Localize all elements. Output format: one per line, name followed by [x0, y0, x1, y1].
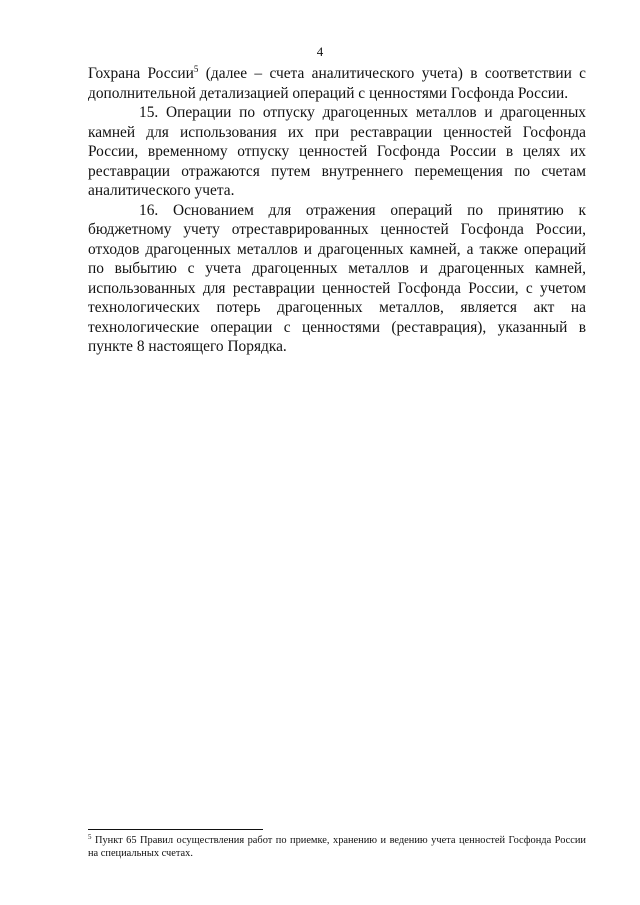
paragraph-16: 16. Основанием для отражения операций по принятию к бюджетному учету отреставрированных ценностей Госфонда России, отходов драгоценных металлов и драгоценных камней, а также операций по выбытию с учета драгоценных металлов и драгоценных камней, использованных для реставрации ценностей Госфонда России, с учетом технологических потерь драгоценных металлов, является акт на технологические операции с ценностями (реставрация), указанный в пункте 8 настоящего Порядка.: [88, 201, 586, 355]
footnote-reference: 5: [193, 64, 199, 74]
paragraph-15: 15. Операции по отпуску драгоценных металлов и драгоценных камней для использования их при реставрации ценностей Госфонда России, временному отпуску ценностей Госфонда России в целях их реставрации отражаются путем внутреннего перемещения по счетам аналитического учета.: [88, 104, 586, 199]
page-number: 4: [316, 44, 324, 59]
footnote-marker: 5: [88, 833, 92, 841]
main-text: [88, 64, 586, 357]
paragraph-continued: [88, 64, 586, 103]
footnote-paragraph: [88, 834, 586, 860]
paragraph-continued-start: Гохрана России: [88, 65, 194, 82]
paragraph-continued-rest: (далее – счета аналитического учета) в соответствии с дополнительной детализацией операций с ценностями Госфонда России.: [88, 65, 586, 102]
footnote: [88, 834, 586, 860]
footnote-divider: [88, 829, 263, 830]
footnote-text: Пункт 65 Правил осуществления работ по приемке, хранению и ведению учета ценностей Госфонда России на специальных счетах.: [88, 835, 586, 859]
